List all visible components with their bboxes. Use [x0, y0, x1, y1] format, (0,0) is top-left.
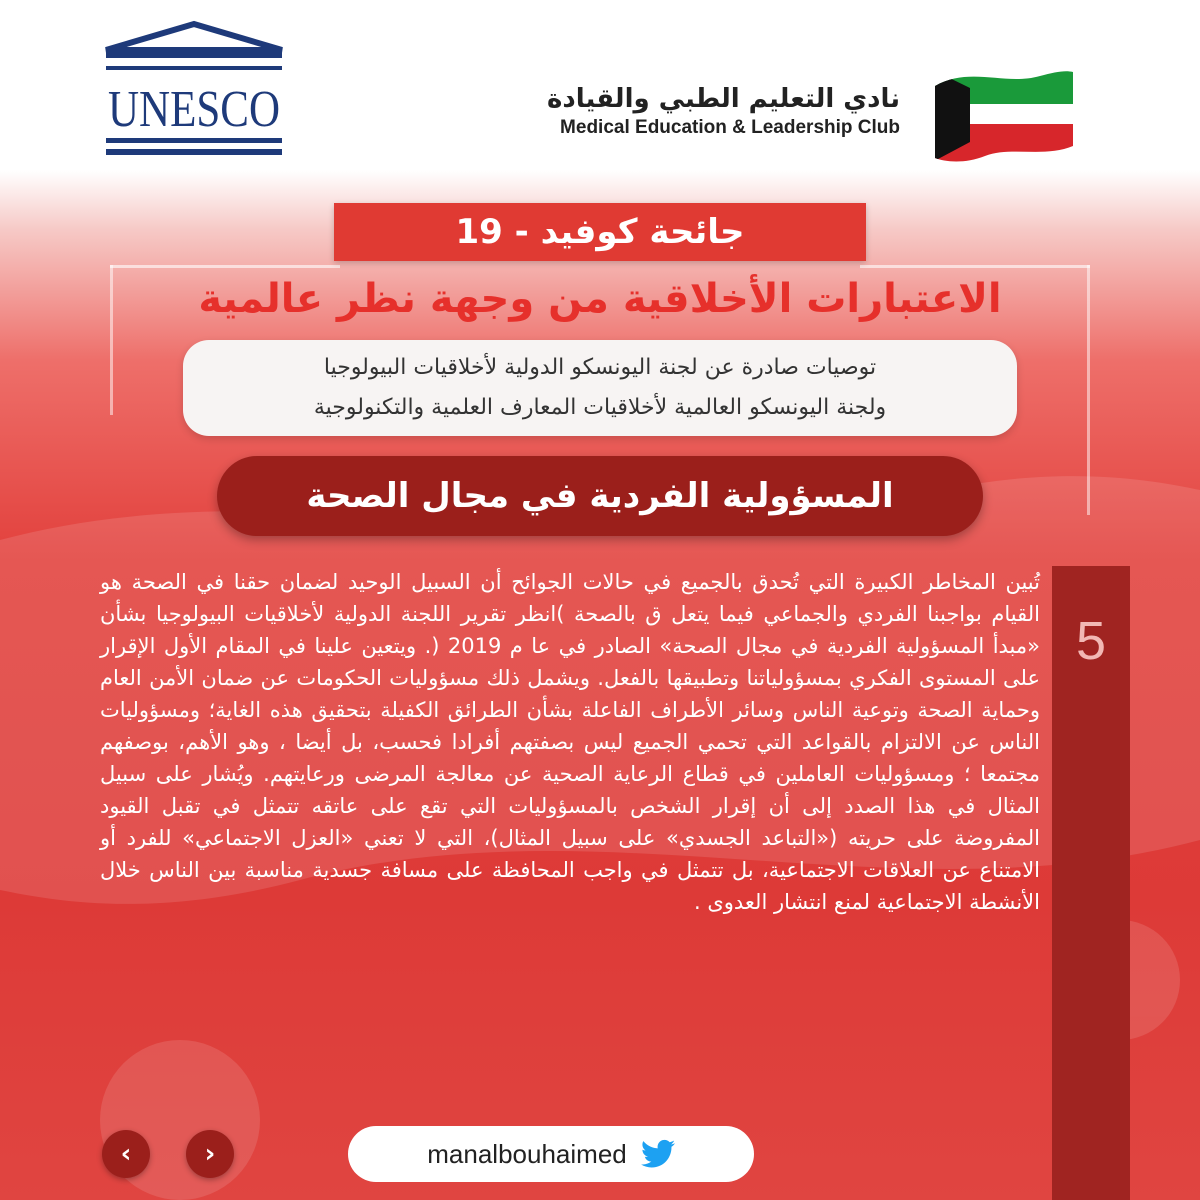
- header: [0, 0, 1200, 190]
- chevron-left-icon: ‹: [120, 1139, 132, 1169]
- twitter-icon: [641, 1139, 675, 1169]
- description-line-2: ولجنة اليونسكو العالمية لأخلاقيات المعارف العلمية والتكنولوجية: [313, 395, 887, 420]
- unesco-letters: [108, 81, 280, 138]
- unesco-logo: [100, 22, 288, 162]
- description-box: [183, 340, 1017, 436]
- description-line-1: توصيات صادرة عن لجنة اليونسكو الدولية لأخلاقيات البيولوجيا: [323, 355, 877, 380]
- section-title: المسؤولية الفردية في مجال الصحة: [217, 456, 983, 536]
- chevron-right-icon: ›: [204, 1139, 216, 1169]
- club-name-arabic: نادي التعليم الطبي والقيادة: [547, 84, 900, 114]
- frame-border-right: [1087, 265, 1090, 515]
- twitter-handle: manalbouhaimed: [427, 1138, 627, 1169]
- previous-button[interactable]: [102, 1130, 150, 1178]
- body-paragraph: تُبين المخاطر الكبيرة التي تُحدق بالجميع في حالات الجوائح أن السبيل الوحيد لضمان حقنا في الصحة هو القيام بواجبنا الفردي والجماعي فيما يتعل ق بالصحة )انظر تقرير اللجنة الدولية لأخلاقيات البيولوجيا بشأن «مبدأ المسؤولية الفردية في مجال الصحة» الصادر في عا م 2019 (. ويتعين علينا في المقام الأول الإقرار على المستوى الفكري بمسؤولياتنا وتطبيقها بالفعل. ويشمل ذلك مسؤوليات الحكومات عن ضمان الأمن العام وحماية الصحة وتوعية الناس وسائر الأطراف الفاعلة بشأن الطرائق الكفيلة بتحقيق هذه الغاية؛ ومسؤوليات الناس عن الالتزام بالقواعد التي تحمي الجميع ليس بصفتهم أفرادا فحسب، بل أيضا ، وهو الأهم، بوصفهم مجتمعا ؛ ومسؤوليات العاملين في قطاع الرعاية الصحية عن معالجة المرضى ورعايتهم. ويُشار على سبيل المثال في هذا الصدد إلى أن إقرار الشخص بالمسؤوليات التي تقع على عاتقه تتمثل في تقبل القيود المفروضة على حريته («التباعد الجسدي» على سبيل المثال)، التي لا تعني «العزل الاجتماعي» للفرد أو الامتناع عن العلاقات الاجتماعية، بل تتمثل في واجب المحافظة على مسافة جسدية مناسبة بين الناس خلال الأنشطة الاجتماعية لمنع انتشار العدوى .: [100, 570, 1040, 914]
- frame-line-left: [110, 265, 340, 268]
- twitter-link[interactable]: [348, 1126, 754, 1182]
- frame-border-left: [110, 265, 113, 415]
- club-name-english: Medical Education & Leadership Club: [560, 117, 900, 138]
- page-number: 5: [1075, 611, 1107, 671]
- svg-text:UNESCO: UNESCO: [108, 81, 280, 138]
- kuwait-flag-icon: [925, 66, 1075, 166]
- frame-line-right: [860, 265, 1090, 268]
- next-button[interactable]: [186, 1130, 234, 1178]
- covid-tag: جائحة كوفيد - 19: [334, 203, 866, 261]
- main-title: الاعتبارات الأخلاقية من وجهة نظر عالمية: [198, 276, 1002, 322]
